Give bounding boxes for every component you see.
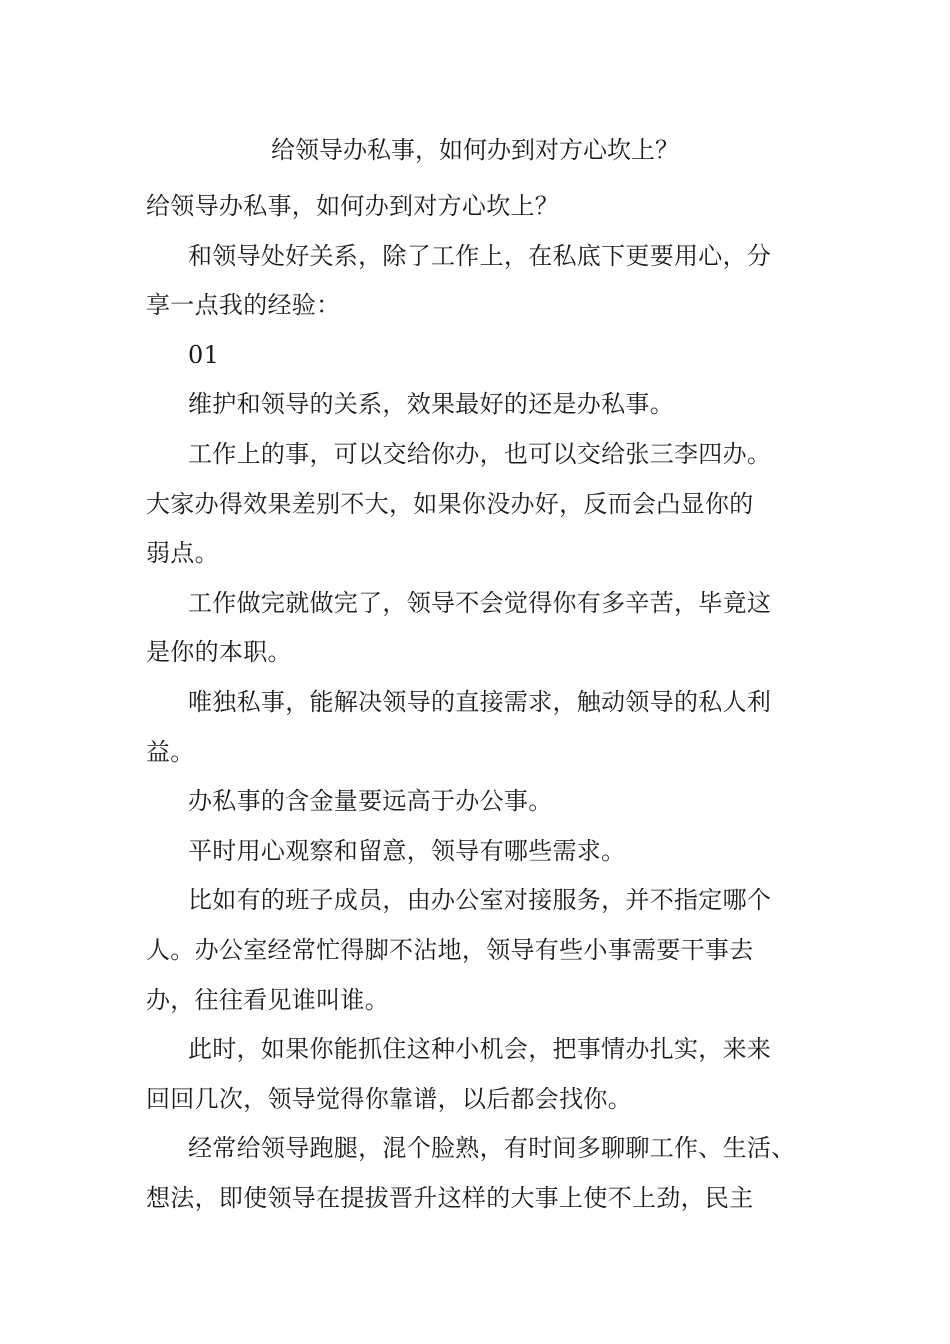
paragraph [146,1025,826,1124]
paragraph [146,380,826,430]
text-line: 享一点我的经验： [146,291,341,320]
text-line: 唯独私事，能解决领导的直接需求，触动领导的私人利 [188,687,772,716]
text-line: 人。办公室经常忙得脚不沾地，领导有些小事需要干事去 [146,935,754,964]
paragraph [146,876,826,1025]
text-line: 01 [188,340,220,369]
paragraph [146,827,826,877]
paragraph [146,678,826,777]
text-line: 此时，如果你能抓住这种小机会，把事情办扎实，来来 [188,1035,772,1064]
paragraph [146,777,826,827]
text-line: 回回几次，领导觉得你靠谱，以后都会找你。 [146,1084,632,1113]
text-line: 工作做完就做完了，领导不会觉得你有多辛苦，毕竟这 [188,588,772,617]
text-line: 益。 [146,737,195,766]
text-line: 大家办得效果差别不大，如果你没办好，反而会凸显你的 [146,489,754,518]
text-line: 经常给领导跑腿，混个脸熟，有时间多聊聊工作、生活、 [188,1134,796,1163]
paragraph [146,182,826,232]
document-title: 给领导办私事，如何办到对方心坎上？ [271,136,679,164]
text-line: 维护和领导的关系，效果最好的还是办私事。 [188,390,674,419]
section-number [146,331,826,381]
text-line: 是你的本职。 [146,638,292,667]
paragraph [146,579,826,678]
text-line: 想法，即使领导在提拔晋升这样的大事上使不上劲，民主 [146,1183,754,1212]
paragraph [146,430,826,579]
text-line: 工作上的事，可以交给你办，也可以交给张三李四办。 [188,439,772,468]
text-line: 平时用心观察和留意，领导有哪些需求。 [188,836,626,865]
text-line: 弱点。 [146,539,219,568]
paragraph [146,232,826,331]
text-line: 办，往往看见谁叫谁。 [146,985,389,1014]
text-line: 办私事的含金量要远高于办公事。 [188,787,553,816]
paragraph [146,1124,826,1223]
text-line: 和领导处好关系，除了工作上，在私底下更要用心，分 [188,241,772,270]
text-line: 比如有的班子成员，由办公室对接服务，并不指定哪个 [188,886,772,915]
text-line: 给领导办私事，如何办到对方心坎上？ [146,192,560,220]
document-body [146,182,826,1223]
